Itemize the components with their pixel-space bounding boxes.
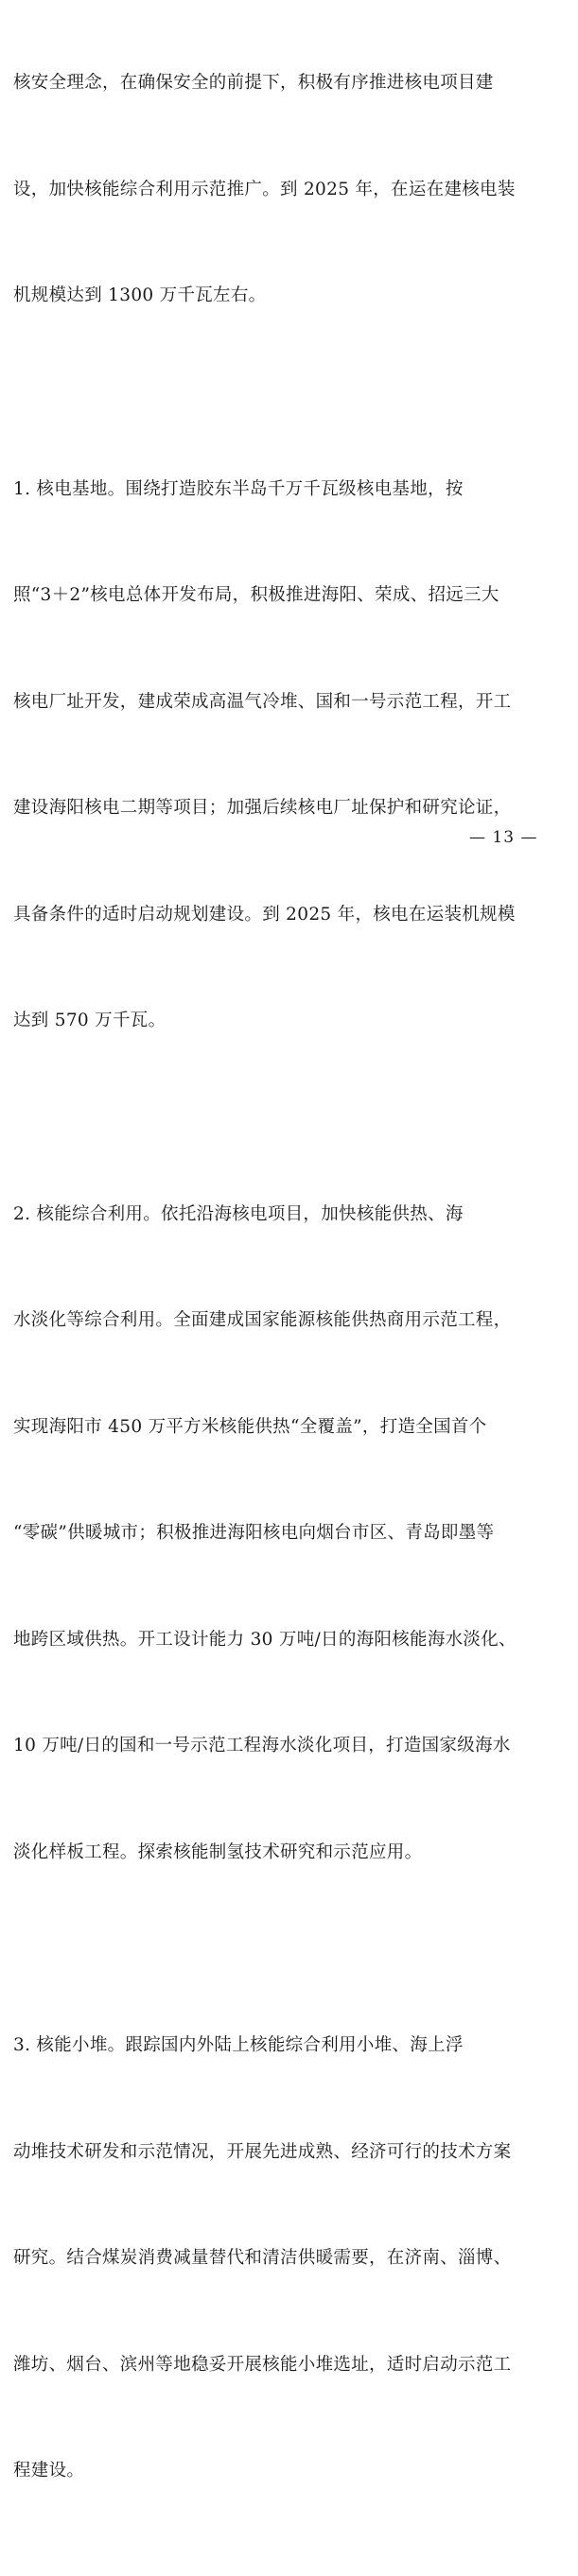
text-line: 10 万吨/日的国和一号示范工程海水淡化项目，打造国家级海水 bbox=[13, 1736, 511, 1755]
text-line: 研究。结合煤炭消费减量替代和清洁供暖需要，在济南、淄博、 bbox=[13, 2248, 512, 2268]
text-line: 实现海阳市 450 万平方米核能供热“全覆盖”，打造全国首个 bbox=[13, 1416, 487, 1437]
text-line: 潍坊、烟台、滨州等地稳妥开展核能小堆选址，适时启动示范工 bbox=[13, 2354, 512, 2375]
text-line: 动堆技术研发和示范情况，开展先进成熟、经济可行的技术方案 bbox=[13, 2141, 512, 2162]
text-line: 水淡化等综合利用。全面建成国家能源核能供热商用示范工程， bbox=[13, 1310, 512, 1330]
text-line: 核安全理念，在确保安全的前提下，积极有序推进核电项目建 bbox=[13, 73, 494, 93]
paragraph-intro bbox=[13, 0, 571, 385]
paragraph-small-reactor bbox=[13, 1957, 571, 2560]
text-line: “零碳”供暖城市；积极推进海阳核电向烟台市区、青岛即墨等 bbox=[13, 1523, 495, 1543]
paragraph-nuclear-base bbox=[13, 401, 571, 1110]
paragraph-comprehensive-use bbox=[13, 1126, 571, 1942]
text-line: 地跨区域供热。开工设计能力 30 万吨/日的海阳核能海水淡化、 bbox=[13, 1629, 517, 1650]
text-line: 核电厂址开发，建成荣成高温气冷堆、国和一号示范工程，开工 bbox=[13, 691, 512, 712]
text-line: 具备条件的适时启动规划建设。到 2025 年，核电在运装机规模 bbox=[13, 904, 516, 925]
text-line: 2. 核能综合利用。依托沿海核电项目，加快核能供热、海 bbox=[13, 1203, 464, 1224]
text-line: 1. 核电基地。围绕打造胶东半岛千万千瓦级核电基地，按 bbox=[13, 478, 464, 499]
text-line: 3. 核能小堆。跟踪国内外陆上核能综合利用小堆、海上浮 bbox=[13, 2035, 464, 2055]
text-line: 照“3＋2”核电总体开发布局，积极推进海阳、荣成、招远三大 bbox=[13, 585, 499, 605]
text-line: 机规模达到 1300 万千瓦左右。 bbox=[13, 285, 267, 305]
text-line: 建设海阳核电二期等项目；加强后续核电厂址保护和研究论证， bbox=[13, 798, 512, 818]
text-line: 程建设。 bbox=[13, 2461, 85, 2481]
text-line: 达到 570 万千瓦。 bbox=[13, 1011, 166, 1030]
text-line: 淡化样板工程。探索核能制氢技术研究和示范应用。 bbox=[13, 1841, 423, 1862]
text-line: 设，加快核能综合利用示范推广。到 2025 年，在运在建核电装 bbox=[13, 179, 516, 199]
page-number: — 13 — bbox=[469, 828, 538, 847]
document-body bbox=[13, 0, 571, 2576]
